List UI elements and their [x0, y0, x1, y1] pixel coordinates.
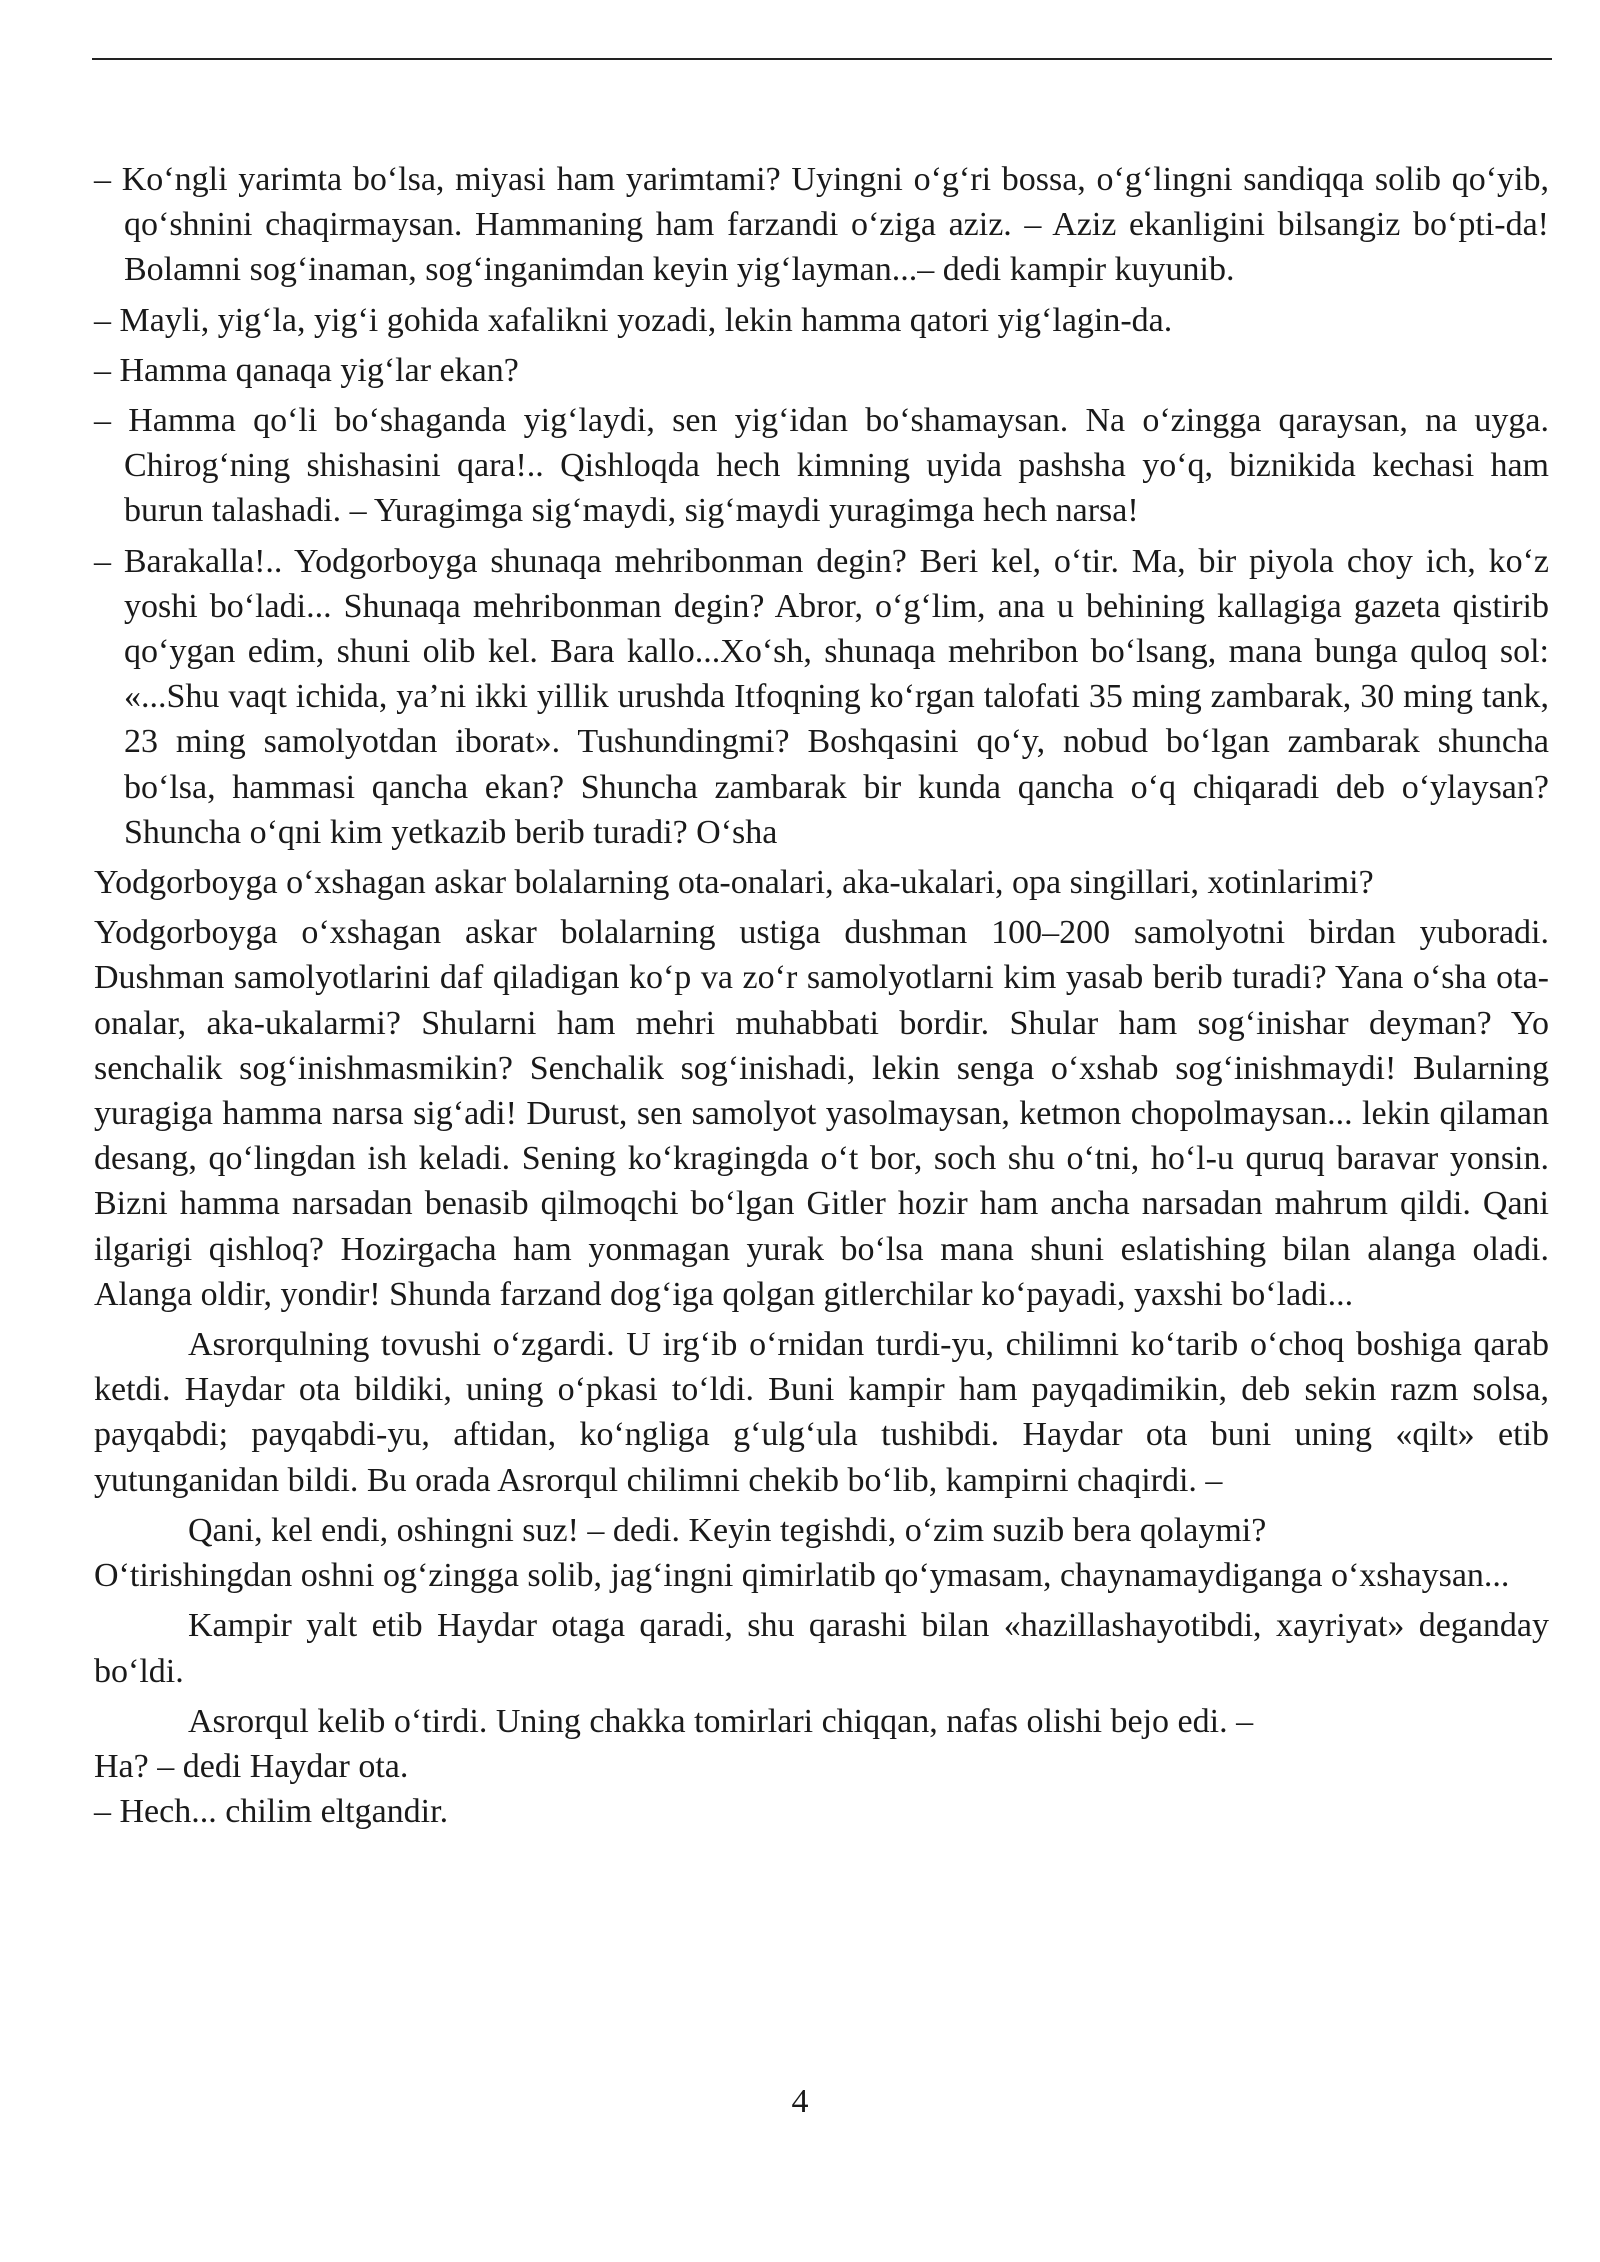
text-paragraph: Ha? – dedi Haydar ota. — [94, 1747, 409, 1785]
narrative-paragraph: Asrorqul kelib o‘tirdi. Uning chakka tomirlari chiqqan, nafas olishi bejo edi. – — [188, 1702, 1254, 1740]
narrative-paragraph: Kampir yalt etib Haydar otaga qaradi, shu qarashi bilan «hazillashayotibdi, xayriyat» deganday bo‘ldi. — [94, 1607, 1549, 1690]
dialogue-paragraph: – Hamma qo‘li bo‘shaganda yig‘laydi, sen yig‘idan bo‘shamaysan. Na o‘zingga qaraysan, na uyga. Chirog‘ning shishasini qara!.. Qishloqda hech kimning uyida pashsha yo‘q, biznikida kechasi ham burun talashadi. – Yuragimga sig‘maydi, sig‘maydi yuragimga hech narsa! — [94, 402, 1549, 530]
dialogue-paragraph: – Barakalla!.. Yodgorboyga shunaqa mehribonman degin? Beri kel, o‘tir. Ma, bir piyola choy ich, ko‘z yoshi bo‘ladi... Shunaqa mehribonman degin? Abror, o‘g‘lim, ana u behining kallagiga gazeta qistirib qo‘ygan edim, shuni olib kel. Bara kallo...Xo‘sh, shunaqa mehribon bo‘lsang, mana bunga quloq sol: «...Shu vaqt ichida, ya’ni ikki yillik urushda Itfoqning ko‘rgan talofati 35 ming zambarak, 30 ming tank, 23 ming samolyotdan iborat». Tushundingmi? Boshqasini qo‘y, nobud bo‘lgan zambarak shuncha bo‘lsa, hammasi qancha ekan? Shuncha zambarak bir kunda qancha o‘q chiqaradi deb o‘ylaysan? Shuncha o‘qni kim yetkazib berib turadi? O‘sha — [94, 542, 1549, 851]
text-paragraph: Yodgorboyga o‘xshagan askar bolalarning ota-onalari, aka-ukalari, opa singillari, xotinlarimi? — [94, 864, 1374, 902]
text-paragraph: Yodgorboyga o‘xshagan askar bolalarning ustiga dushman 100–200 samolyotni birdan yuboradi. Dushman samolyotlarini daf qiladigan ko‘p va zo‘r samolyotlarni kim yasab berib turadi? Yana o‘sha ota-onalar, aka-ukalarmi? Shularni ham mehri muhabbati bordir. Shular ham sog‘inishar deyman? Yo senchalik sog‘inishmasmikin? Senchalik sog‘inishadi, lekin senga o‘xshab sog‘inishmaydi! Bularning yuragiga hamma narsa sig‘adi! Durust, sen samolyot yasolmaysan, ketmon chopolmaysan... lekin qilaman desang, qo‘lingdan ish keladi. Sening ko‘kragingda o‘t bor, soch shu o‘tni, ho‘l-u quruq baravar yonsin. Bizni hamma narsadan benasib qilmoqchi bo‘lgan Gitler hozir ham ancha narsadan mahrum qildi. Qani ilgarigi qishloq? Hozirgacha ham yonmagan yurak bo‘lsa mana shuni eslatishing bilan alanga oladi. Alanga oldir, yondir! Shunda farzand dog‘iga qolgan gitlerchilar ko‘payadi, yaxshi bo‘ladi... — [94, 914, 1549, 1313]
narrative-paragraph: Asrorqulning tovushi o‘zgardi. U irg‘ib o‘rnidan turdi-yu, chilimni ko‘tarib o‘choq boshiga qarab ketdi. Haydar ota bildiki, uning o‘pkasi to‘ldi. Buni kampir ham payqadimikin, deb sekin razm solsa, payqabdi; payqabdi-yu, aftidan, ko‘ngliga g‘ulg‘ula tushibdi. Haydar ota buni uning «qilt» etib yutunganidan bildi. Bu orada Asrorqul chilimni chekib bo‘lib, kampirni chaqirdi. – — [94, 1326, 1549, 1499]
page-number: 4 — [791, 2083, 809, 2120]
header-rule — [92, 58, 1552, 60]
text-paragraph: O‘tirishingdan oshni og‘zingga solib, jag‘ingni qimirlatib qo‘ymasam, chaynamaydiganga o‘xshaysan... — [94, 1557, 1510, 1595]
text-paragraph: – Hech... chilim eltgandir. — [94, 1793, 449, 1831]
dialogue-paragraph: – Mayli, yig‘la, yig‘i gohida xafalikni yozadi, lekin hamma qatori yig‘lagin-da. — [94, 301, 1173, 339]
dialogue-paragraph: – Hamma qanaqa yig‘lar ekan? — [94, 351, 519, 389]
page-body — [94, 157, 1549, 1834]
dialogue-paragraph: – Ko‘ngli yarimta bo‘lsa, miyasi ham yarimtami? Uyingni o‘g‘ri bossa, o‘g‘lingni sandiqqa solib qo‘yib, qo‘shnini chaqirmaysan. Hammaning ham farzandi o‘ziga aziz. – Aziz ekanligini bilsangiz bo‘pti-da! Bolamni sog‘inaman, sog‘inganimdan keyin yig‘layman...– dedi kampir kuyunib. — [94, 161, 1549, 289]
narrative-paragraph: Qani, kel endi, oshingni suz! – dedi. Keyin tegishdi, o‘zim suzib bera qolaymi? — [188, 1511, 1267, 1549]
